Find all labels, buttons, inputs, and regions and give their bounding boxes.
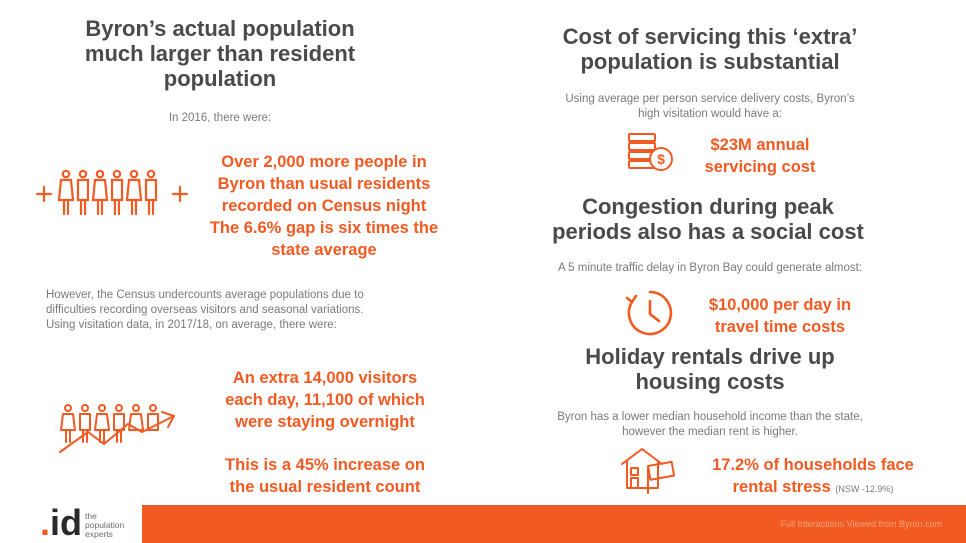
servicing-cost-stat xyxy=(680,134,840,178)
stat1-line2: Byron than usual residents xyxy=(217,175,431,193)
left-intro: In 2016, there were: xyxy=(168,112,272,124)
footer-note: Full Interactions Viewed from Byron.com xyxy=(780,519,942,529)
census-gap-stat xyxy=(188,151,460,261)
logo-tag-line3: experts xyxy=(85,529,113,539)
body-line3: Using visitation data, in 2017/18, on average, there were: xyxy=(46,319,337,331)
congestion-heading-line2: periods also has a social cost xyxy=(552,219,864,244)
stat2-line2: each day, 11,100 of which xyxy=(225,391,425,409)
body-line1: However, the Census undercounts average populations due to xyxy=(46,289,364,301)
cost-heading xyxy=(520,24,900,74)
travel-line1: $10,000 per day in xyxy=(708,296,852,314)
svg-text:$: $ xyxy=(657,151,665,167)
left-heading-line1: Byron’s actual population xyxy=(85,16,355,41)
cost-intro-line1: Using average per person service delivery costs, Byron’s xyxy=(565,93,855,105)
cost-heading-line2: population is substantial xyxy=(580,49,840,74)
house-sign-icon xyxy=(620,446,678,494)
cost-line1: $23M annual xyxy=(710,136,810,154)
cost-intro-line2: high visitation would have a: xyxy=(638,108,782,120)
cost-heading-line1: Cost of servicing this ‘extra’ xyxy=(562,24,858,49)
coins-dollar-icon xyxy=(626,130,676,176)
rental-line2: rental stress xyxy=(732,478,831,496)
cost-intro xyxy=(510,92,910,122)
travel-cost-stat xyxy=(690,294,870,338)
people-rising-icon xyxy=(58,400,182,456)
visitors-stat xyxy=(180,367,470,433)
stat3-line2: the usual resident count xyxy=(229,478,421,496)
congestion-heading xyxy=(510,194,906,244)
footer-bar xyxy=(142,505,966,543)
left-heading xyxy=(40,16,400,91)
logo-tagline xyxy=(85,512,124,539)
stat2-line1: An extra 14,000 visitors xyxy=(232,369,418,387)
left-heading-line3: population xyxy=(163,66,277,91)
stat1-line1: Over 2,000 more people in xyxy=(221,153,427,171)
travel-line2: travel time costs xyxy=(714,318,846,336)
rental-note: (NSW -12.9%) xyxy=(835,484,894,494)
census-undercount-text xyxy=(46,288,446,333)
logo-tag-line2: population xyxy=(85,520,125,530)
rentals-heading xyxy=(540,344,880,394)
logo: .id the population experts xyxy=(40,502,125,543)
rentals-intro-line2: however the median rent is higher. xyxy=(622,426,798,438)
stat1-line4: The 6.6% gap is six times the xyxy=(209,219,439,237)
rental-line2-wrap xyxy=(698,476,928,500)
stat1-line5: state average xyxy=(271,241,377,259)
clock-icon xyxy=(624,288,676,338)
left-heading-line2: much larger than resident xyxy=(84,41,356,66)
stat2-line3: were staying overnight xyxy=(235,413,415,431)
logo-mark: id xyxy=(50,502,83,543)
rentals-heading-line1: Holiday rentals drive up xyxy=(585,344,835,369)
rentals-intro-line1: Byron has a lower median household income than the state, xyxy=(557,411,863,423)
people-plus-icon xyxy=(33,168,193,222)
rentals-heading-line2: housing costs xyxy=(635,369,785,394)
stat3-line1: This is a 45% increase on xyxy=(225,456,425,474)
increase-stat xyxy=(180,454,470,498)
rental-line1: 17.2% of households face xyxy=(712,456,914,474)
stat1-line3: recorded on Census night xyxy=(221,197,427,215)
logo-tag-line1: the xyxy=(85,511,97,521)
rentals-intro xyxy=(510,410,910,440)
congestion-intro: A 5 minute traffic delay in Byron Bay could generate almost: xyxy=(557,262,863,274)
congestion-heading-line1: Congestion during peak xyxy=(582,194,834,219)
cost-line2: servicing cost xyxy=(704,158,816,176)
body-line2: difficulties recording overseas visitors and seasonal variations. xyxy=(46,304,364,316)
rental-stress-stat xyxy=(698,454,928,500)
